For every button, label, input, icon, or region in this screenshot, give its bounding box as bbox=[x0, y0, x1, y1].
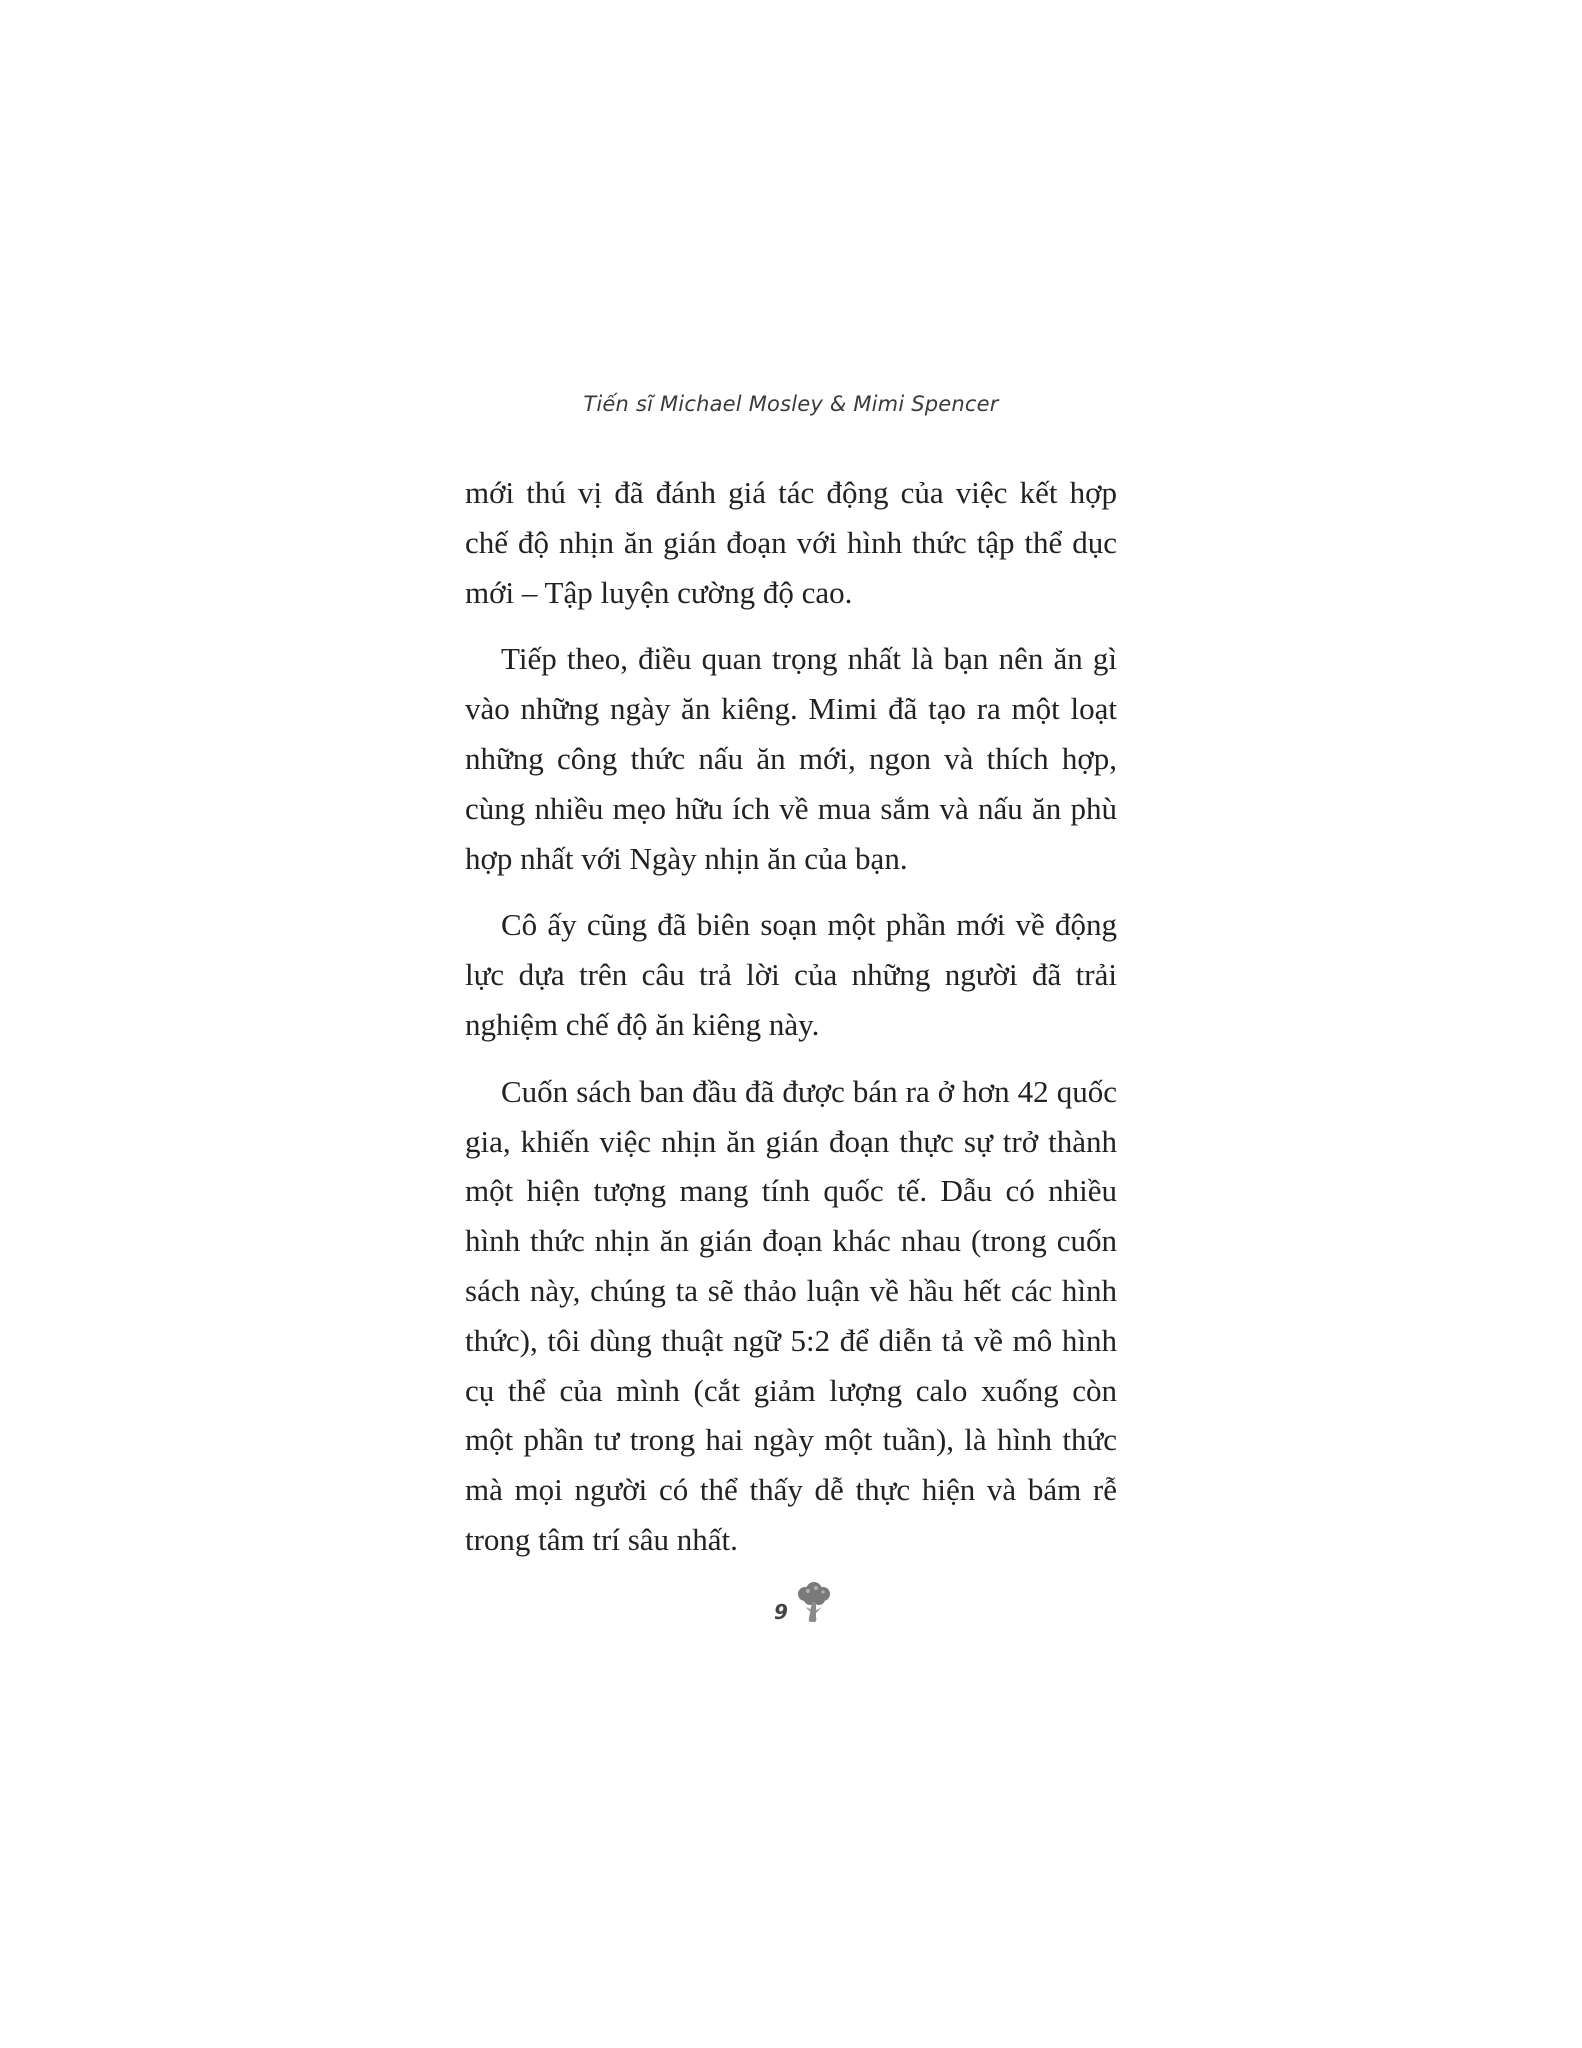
paragraph-diet-days: Tiếp theo, điều quan trọng nhất là bạn nên ăn gì vào những ngày ăn kiêng. Mimi đã tạo ra một loạt những công thức nấu ăn mới, ngon và thích hợp, cùng nhiều mẹo hữu ích về mua sắm và nấu ăn phù hợp nhất với Ngày nhịn ăn của bạn. bbox=[465, 641, 1117, 876]
page-footer bbox=[760, 1582, 860, 1632]
paragraph-motivation: Cô ấy cũng đã biên soạn một phần mới về động lực dựa trên câu trả lời của những người đã trải nghiệm chế độ ăn kiêng này. bbox=[465, 907, 1117, 1042]
page-number: 9 bbox=[774, 1600, 788, 1624]
paragraph-original-book: Cuốn sách ban đầu đã được bán ra ở hơn 42 quốc gia, khiến việc nhịn ăn gián đoạn thực sự trở thành một hiện tượng mang tính quốc tế. Dẫu có nhiều hình thức nhịn ăn gián đoạn khác nhau (trong cuốn sách này, chúng ta sẽ thảo luận về hầu hết các hình thức), tôi dùng thuật ngữ 5:2 để diễn tả về mô hình cụ thể của mình (cắt giảm lượng calo xuống còn một phần tư trong hai ngày một tuần), là hình thức mà mọi người có thể thấy dễ thực hiện và bám rễ trong tâm trí sâu nhất. bbox=[465, 1073, 1117, 1557]
broccoli-icon bbox=[796, 1582, 832, 1624]
running-header: Tiến sĩ Michael Mosley & Mimi Spencer bbox=[583, 392, 999, 416]
body-text bbox=[465, 468, 1117, 1582]
paragraph-continued: mới thú vị đã đánh giá tác động của việc kết hợp chế độ nhịn ăn gián đoạn với hình thức tập thể dục mới – Tập luyện cường độ cao. bbox=[465, 475, 1117, 610]
